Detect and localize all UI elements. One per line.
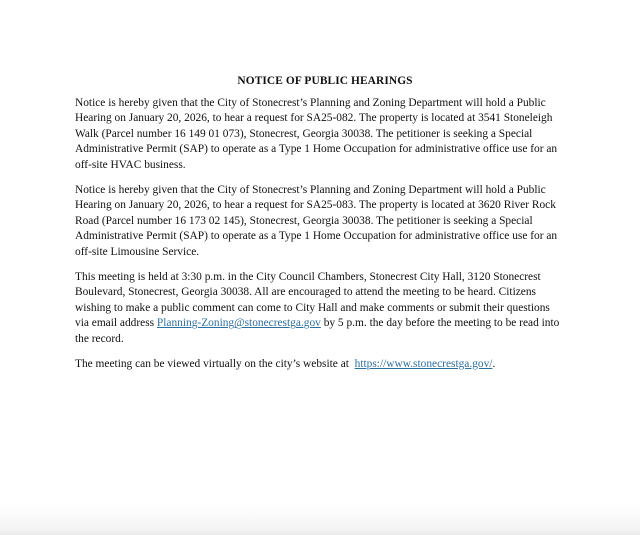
paragraph-line-website	[75, 357, 575, 373]
email-link[interactable]: Planning-Zoning@stonecrestga.gov	[156, 317, 321, 330]
notice-paragraph-sa25-082	[75, 96, 575, 174]
paragraph-line: wishing to make a public comment can come to City Hall and make comments or submit their questions	[75, 301, 550, 314]
paragraph-line: Notice is hereby given that the City of Stonecrest’s Planning and Zoning Department will hold a Public	[75, 96, 546, 109]
paragraph-line: Hearing on January 20, 2026, to hear a request for SA25-082. The property is located at 3541 Stoneleigh	[75, 112, 553, 125]
website-suffix: .	[492, 357, 496, 370]
paragraph-line: Hearing on January 20, 2026, to hear a request for SA25-083. The property is located at 3620 River Rock	[75, 199, 556, 212]
website-prefix: The meeting can be viewed virtually on the city’s website at	[75, 357, 355, 370]
paragraph-line: Administrative Permit (SAP) to operate as a Type 1 Home Occupation for administrative office use for an	[75, 143, 558, 156]
paragraph-line-email	[75, 316, 575, 332]
paragraph-line: Boulevard, Stonecrest, Georgia 30038. All are encouraged to attend the meeting to be heard. Citizens	[75, 286, 536, 299]
email-suffix: by 5 p.m. the day before the meeting to be read into	[320, 317, 560, 330]
virtual-viewing-paragraph	[75, 357, 575, 373]
notice-paragraph-sa25-083	[75, 183, 575, 261]
paragraph-line: off-site Limousine Service.	[75, 245, 200, 258]
paragraph-line: Walk (Parcel number 16 149 01 073), Stonecrest, Georgia 30038. The petitioner is seeking a Special	[75, 127, 533, 140]
email-prefix: via email address	[75, 317, 157, 330]
notice-content	[75, 74, 575, 381]
paragraph-line: This meeting is held at 3:30 p.m. in the City Council Chambers, Stonecrest City Hall, 3120 Stonecrest	[75, 270, 541, 283]
paragraph-line: Notice is hereby given that the City of Stonecrest’s Planning and Zoning Department will hold a Public	[75, 183, 546, 196]
website-link[interactable]: https://www.stonecrestga.gov/	[354, 357, 493, 370]
paragraph-line: the record.	[75, 332, 124, 345]
paragraph-line: Administrative Permit (SAP) to operate as a Type 1 Home Occupation for administrative office use for an	[75, 230, 558, 243]
notice-title: NOTICE OF PUBLIC HEARINGS	[237, 75, 413, 87]
paragraph-line: off-site HVAC business.	[75, 158, 186, 171]
paragraph-line: Road (Parcel number 16 173 02 145), Stonecrest, Georgia 30038. The petitioner is seeking a Special	[75, 214, 533, 227]
meeting-details-paragraph	[75, 270, 575, 348]
